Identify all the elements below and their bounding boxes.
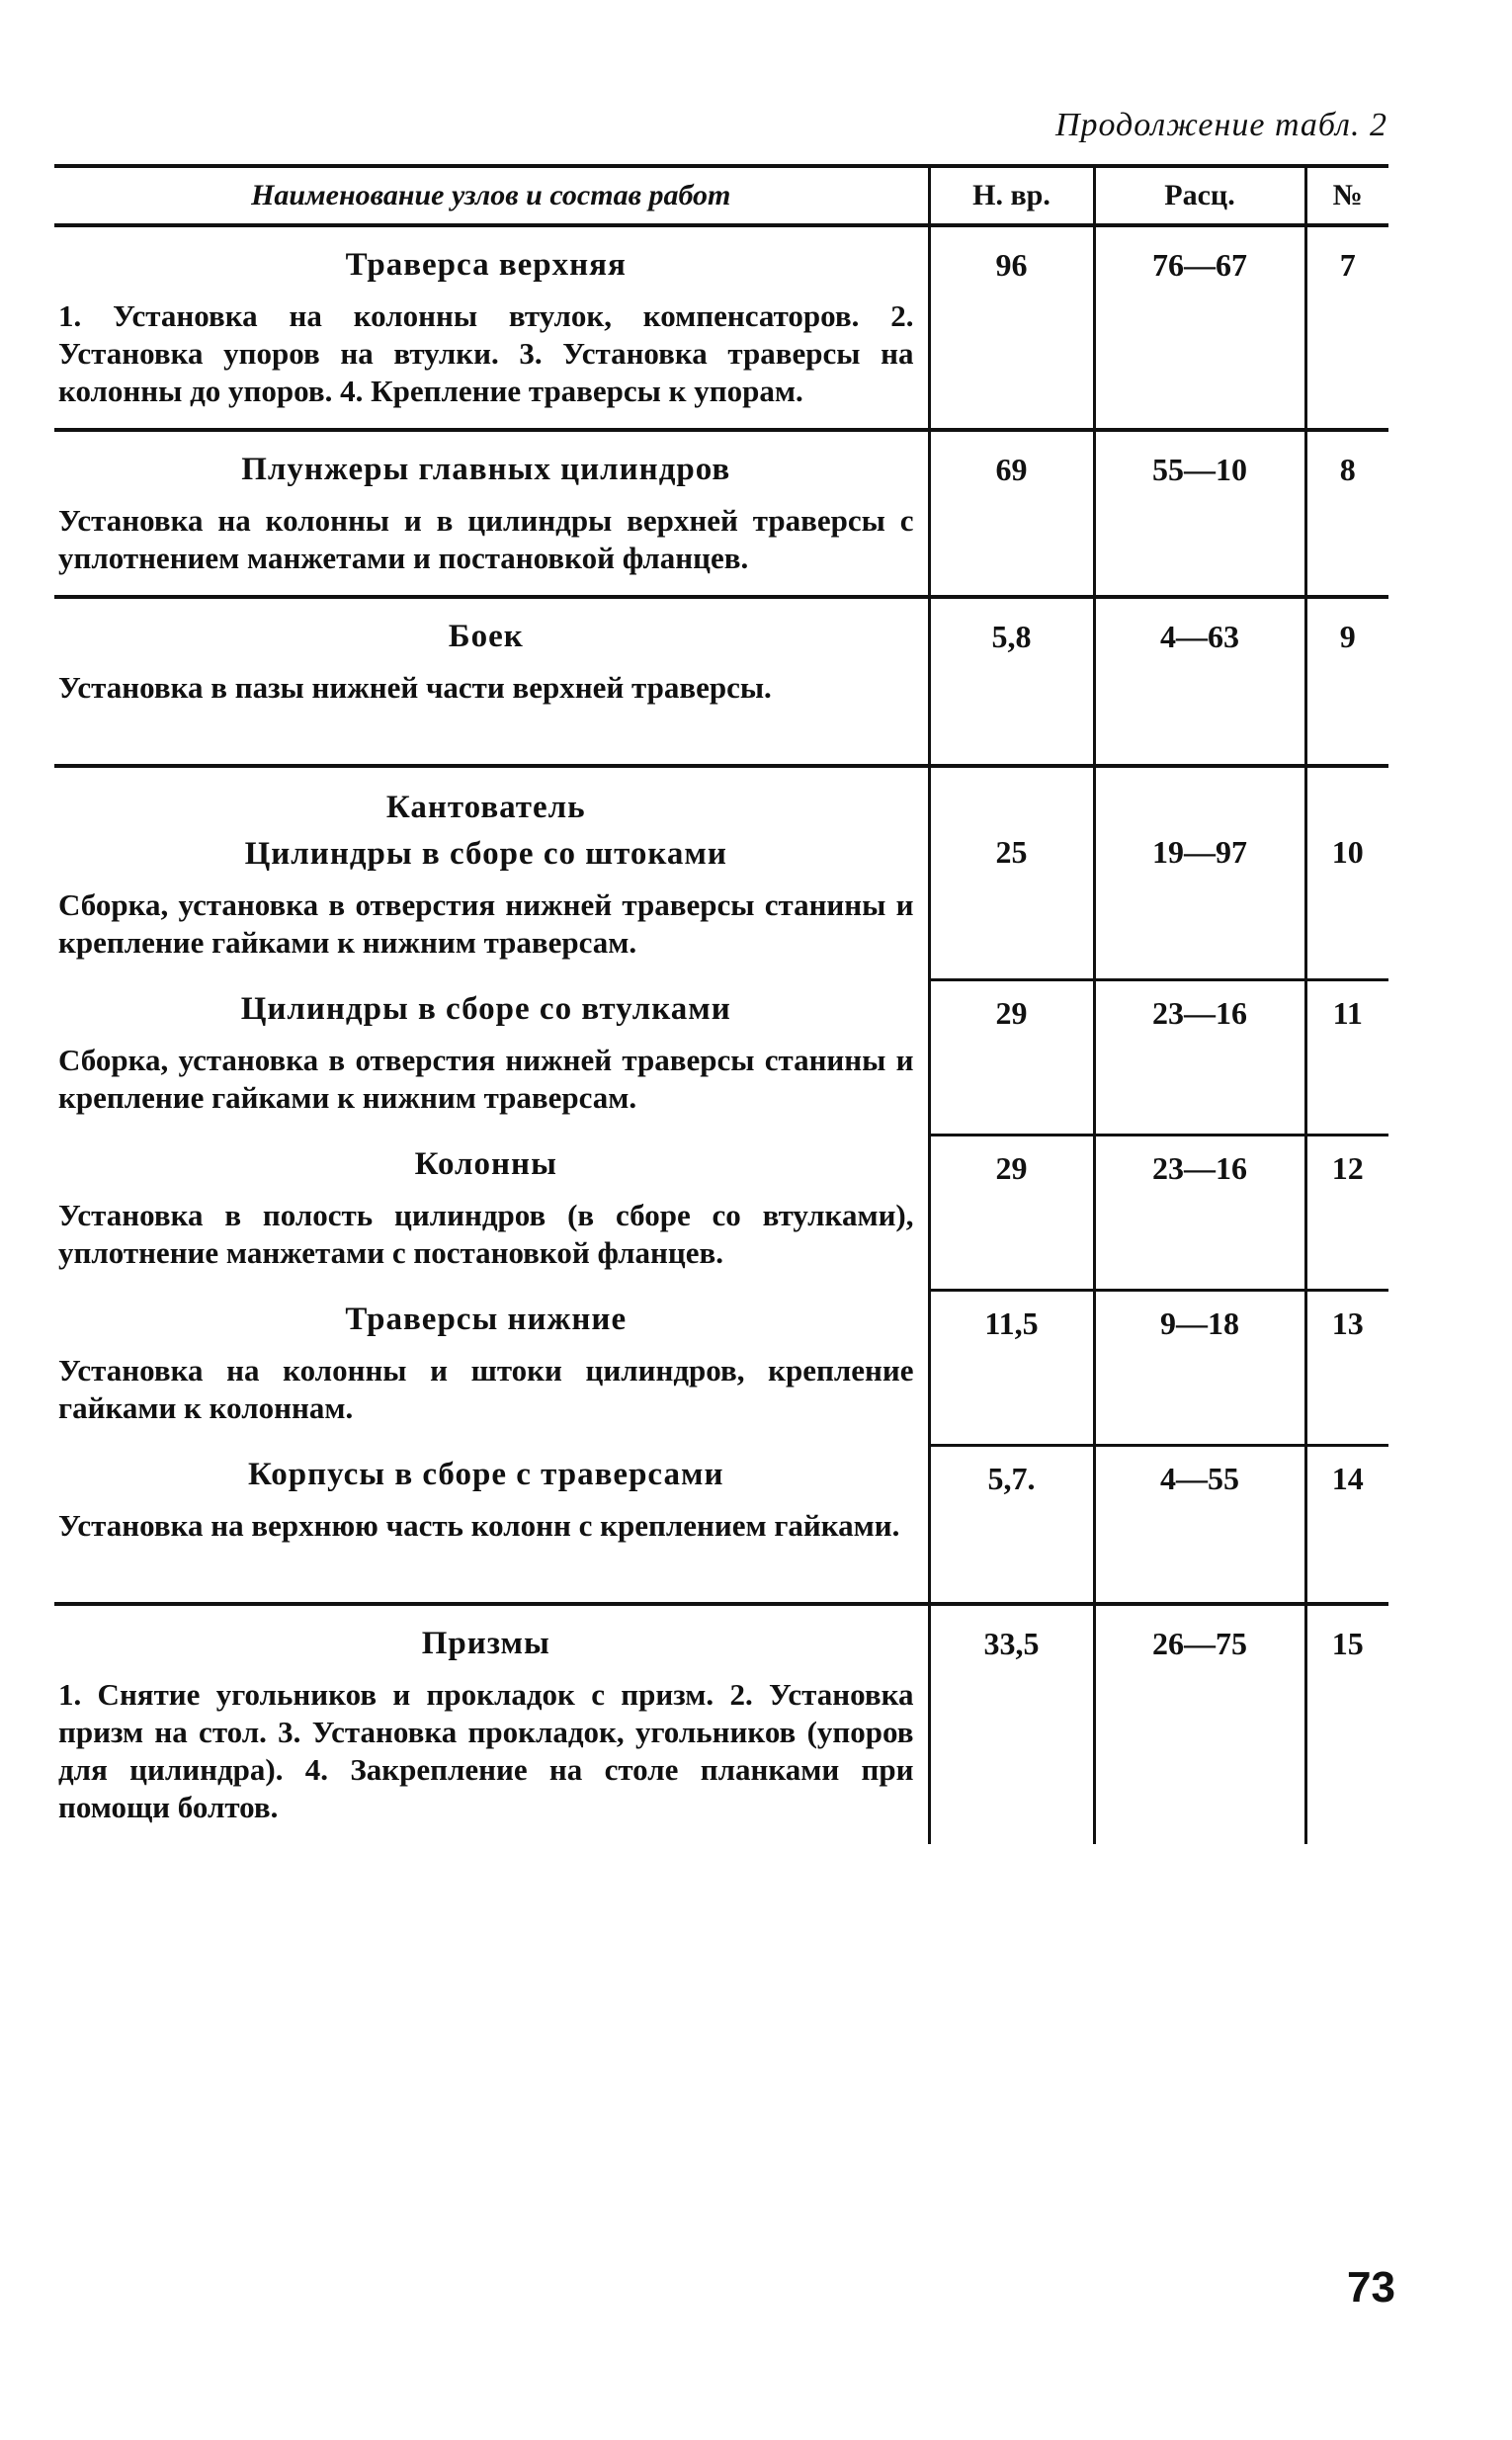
row-rate-cell: 26—75: [1094, 1604, 1305, 1844]
row-time-cell: 25: [929, 830, 1094, 979]
column-header-rate: Расц.: [1094, 166, 1305, 225]
row-description: Сборка, установка в отверстия нижней траверсы станины и крепление гайками к нижним траверсам.: [58, 1043, 914, 1115]
norms-table: [54, 164, 1388, 1844]
row-title: Цилиндры в сборе со штоками: [244, 836, 727, 872]
row-description: Установка в полость цилиндров (в сборе со втулками), уплотнение манжетами с постановкой фланцев.: [58, 1198, 914, 1270]
table-row: [54, 1290, 1388, 1445]
row-title: Плунжеры главных цилиндров: [241, 452, 731, 487]
row-title: Боек: [448, 619, 524, 654]
row-time-cell: 5,7.: [929, 1445, 1094, 1604]
row-name-cell: [54, 225, 929, 430]
row-time-cell: 29: [929, 979, 1094, 1135]
row-description: Установка на верхнюю часть колонн с креплением гайками.: [58, 1508, 900, 1543]
table-group: [54, 597, 1388, 766]
row-rate-cell: 23—16: [1094, 1135, 1305, 1290]
row-title: Корпусы в сборе с траверсами: [248, 1457, 724, 1492]
row-time-cell: 5,8: [929, 597, 1094, 766]
row-time-cell: 96: [929, 225, 1094, 430]
row-title: Призмы: [421, 1626, 550, 1661]
row-number-cell: 8: [1305, 430, 1388, 597]
group-heading-cell: [54, 766, 929, 830]
row-description: 1. Снятие угольников и прокладок с призм. 2. Установка призм на стол. 3. Установка прокладок, угольников (упоров для цилиндра). 4. Закрепление на столе планками при помощи болтов.: [58, 1677, 914, 1824]
row-number-cell: 15: [1305, 1604, 1388, 1844]
row-name-cell: [54, 1290, 929, 1445]
row-name-cell: [54, 430, 929, 597]
row-rate-cell: 76—67: [1094, 225, 1305, 430]
row-rate-cell: 4—63: [1094, 597, 1305, 766]
empty-cell: [929, 766, 1094, 830]
row-name-cell: [54, 1604, 929, 1844]
row-time-cell: 11,5: [929, 1290, 1094, 1445]
row-description: Установка в пазы нижней части верхней траверсы.: [58, 670, 772, 705]
row-title: Цилиндры в сборе со втулками: [240, 991, 731, 1027]
row-number-cell: 10: [1305, 830, 1388, 979]
row-rate-cell: 23—16: [1094, 979, 1305, 1135]
row-time-cell: 69: [929, 430, 1094, 597]
table-row: [54, 830, 1388, 979]
column-header-name: Наименование узлов и состав работ: [54, 166, 929, 225]
row-number-cell: 12: [1305, 1135, 1388, 1290]
table-row: [54, 1445, 1388, 1604]
table-row: [54, 430, 1388, 597]
table-row: [54, 1604, 1388, 1844]
table-row: [54, 1135, 1388, 1290]
row-name-cell: [54, 1135, 929, 1290]
row-number-cell: 9: [1305, 597, 1388, 766]
column-header-time: Н. вр.: [929, 166, 1094, 225]
row-time-cell: 33,5: [929, 1604, 1094, 1844]
table-group: [54, 430, 1388, 597]
row-number-cell: 11: [1305, 979, 1388, 1135]
row-number-cell: 7: [1305, 225, 1388, 430]
row-title: Траверса верхняя: [345, 247, 627, 283]
group-heading-row: [54, 766, 1388, 830]
row-name-cell: [54, 830, 929, 979]
row-number-cell: 14: [1305, 1445, 1388, 1604]
row-title: Колонны: [414, 1146, 557, 1182]
row-name-cell: [54, 1445, 929, 1604]
table-row: [54, 979, 1388, 1135]
table-group: [54, 225, 1388, 430]
table-group-kantovatel: [54, 766, 1388, 1604]
row-spacer: [58, 724, 914, 764]
table-row: [54, 225, 1388, 430]
row-number-cell: 13: [1305, 1290, 1388, 1445]
group-title: Кантователь: [385, 790, 586, 825]
table-continuation-caption: Продолжение табл. 2: [1054, 107, 1387, 143]
row-rate-cell: 55—10: [1094, 430, 1305, 597]
column-header-number: №: [1305, 166, 1388, 225]
table-row: [54, 597, 1388, 766]
row-spacer: [58, 1562, 914, 1602]
table-group: [54, 1604, 1388, 1844]
empty-cell: [1094, 766, 1305, 830]
row-name-cell: [54, 597, 929, 766]
row-description: Сборка, установка в отверстия нижней траверсы станины и крепление гайками к нижним траверсам.: [58, 887, 914, 960]
row-title: Траверсы нижние: [345, 1302, 628, 1337]
empty-cell: [1305, 766, 1388, 830]
row-rate-cell: 19—97: [1094, 830, 1305, 979]
row-description: Установка на колонны и штоки цилиндров, крепление гайками к колоннам.: [58, 1353, 914, 1425]
row-name-cell: [54, 979, 929, 1135]
norms-table-container: [54, 164, 1388, 1844]
row-rate-cell: 4—55: [1094, 1445, 1305, 1604]
page-number: 73: [1347, 2263, 1395, 2312]
row-rate-cell: 9—18: [1094, 1290, 1305, 1445]
row-description: Установка на колонны и в цилиндры верхней траверсы с уплотнением манжетами и постановкой фланцев.: [58, 503, 914, 575]
row-time-cell: 29: [929, 1135, 1094, 1290]
table-header: [54, 166, 1388, 225]
row-description: 1. Установка на колонны втулок, компенсаторов. 2. Установка упоров на втулки. 3. Установка траверсы на колонны до упоров. 4. Крепление траверсы к упорам.: [58, 298, 914, 408]
